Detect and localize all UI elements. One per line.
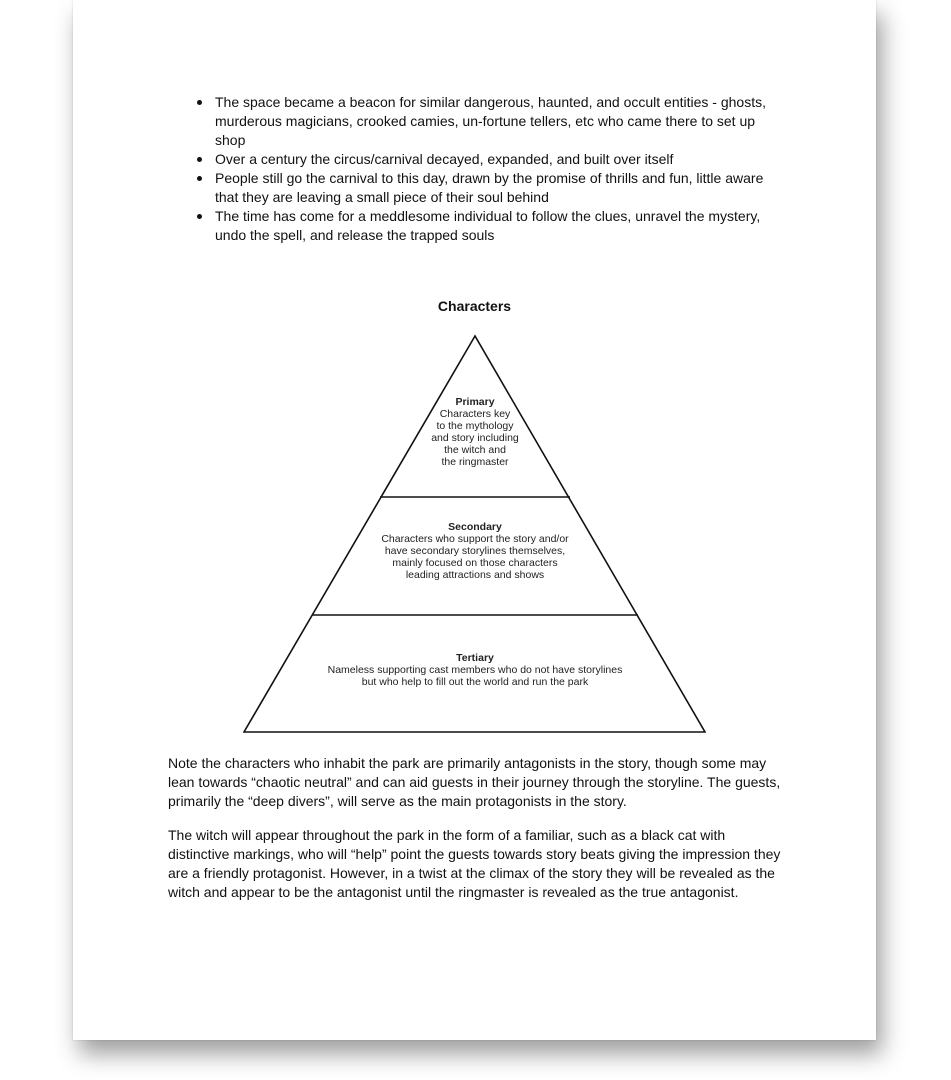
body-paragraphs xyxy=(168,754,788,917)
bullet-list xyxy=(197,93,787,245)
bullet-item: People still go the carnival to this day, drawn by the promise of thrills and fun, little aware that they are leaving a small piece of their soul behind xyxy=(197,169,787,207)
bullet-item: Over a century the circus/carnival decayed, expanded, and built over itself xyxy=(197,150,787,169)
tier-secondary-name: Secondary xyxy=(448,521,502,533)
pyramid-title: Characters xyxy=(437,298,512,314)
tier-primary-desc: Characters key to the mythology and story including the witch and the ringmaster xyxy=(431,408,519,468)
bullet-item: The space became a beacon for similar dangerous, haunted, and occult entities - ghosts, murderous magicians, crooked camies, un-fortune tellers, etc who came there to set up shop xyxy=(197,93,787,150)
tier-secondary xyxy=(325,521,625,581)
bullet-item: The time has come for a meddlesome individual to follow the clues, unravel the mystery, undo the spell, and release the trapped souls xyxy=(197,207,787,245)
document-page xyxy=(73,0,876,1040)
characters-pyramid-diagram xyxy=(243,334,706,734)
tier-secondary-desc: Characters who support the story and/or have secondary storylines themselves, mainly focused on those characters leading attractions and shows xyxy=(381,533,569,581)
tier-primary xyxy=(375,396,575,468)
tier-primary-name: Primary xyxy=(455,396,495,408)
tier-tertiary-name: Tertiary xyxy=(456,652,494,664)
tier-tertiary xyxy=(275,652,675,688)
paragraph: The witch will appear throughout the park in the form of a familiar, such as a black cat with distinctive markings, who will “help” point the guests towards story beats giving the impression they are a friendly protagonist. However, in a twist at the climax of the story they will be revealed as the witch and appear to be the antagonist until the ringmaster is revealed as the true antagonist. xyxy=(168,827,781,900)
paragraph: Note the characters who inhabit the park are primarily antagonists in the story, though some may lean towards “chaotic neutral” and can aid guests in their journey through the storyline. The guests, primarily the “deep divers”, will serve as the main protagonists in the story. xyxy=(168,755,781,809)
tier-tertiary-desc: Nameless supporting cast members who do not have storylines but who help to fill out the world and run the park xyxy=(327,664,623,688)
